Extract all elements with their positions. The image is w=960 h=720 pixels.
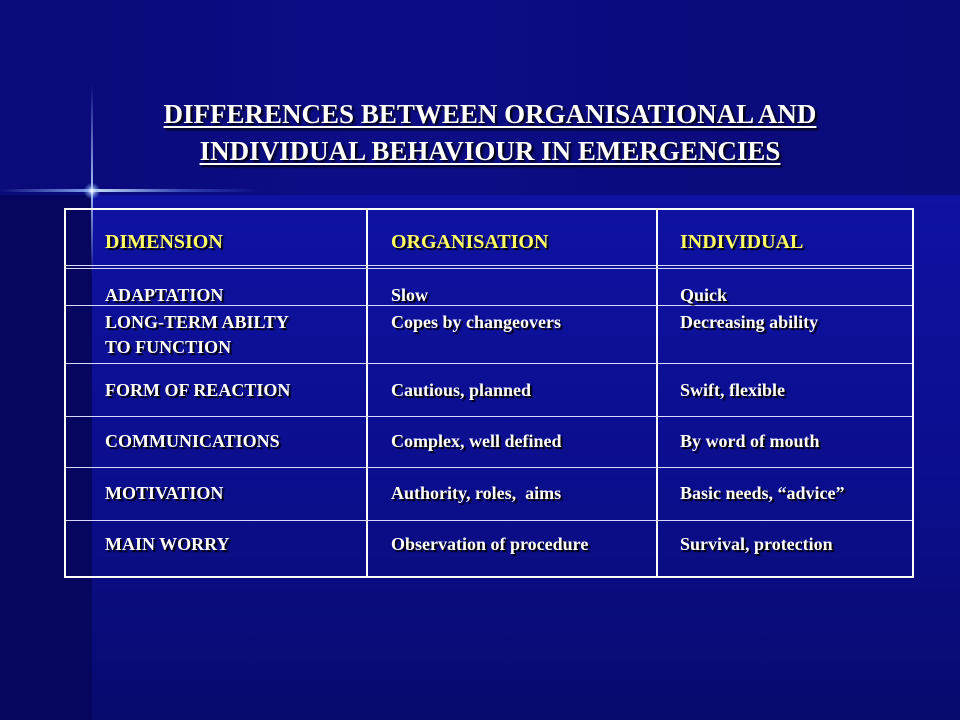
- table-cell: MAIN WORRY: [105, 534, 230, 554]
- table-cell: Cautious, planned: [391, 380, 532, 400]
- table-cell: MOTIVATION: [105, 483, 224, 503]
- light-flare-center: [84, 183, 100, 199]
- table-cell: COMMUNICATIONS: [105, 431, 280, 451]
- header-individual: INDIVIDUAL: [680, 231, 804, 253]
- table-cell: Swift, flexible: [680, 380, 785, 400]
- row-divider: [66, 268, 912, 269]
- table-cell: By word of mouth: [680, 431, 820, 451]
- comparison-table: [64, 208, 914, 578]
- title-line-1: DIFFERENCES BETWEEN ORGANISATIONAL AND: [163, 99, 817, 129]
- table-cell: Basic needs, “advice”: [680, 483, 845, 503]
- table-cell: TO FUNCTION: [105, 337, 232, 357]
- table-cell: Decreasing ability: [680, 312, 819, 332]
- header-organisation: ORGANISATION: [391, 231, 549, 253]
- row-divider: [66, 363, 912, 364]
- table-cell: FORM OF REACTION: [105, 380, 291, 400]
- table-cell: Copes by changeovers: [391, 312, 561, 332]
- row-divider: [66, 520, 912, 521]
- row-divider: [66, 265, 912, 266]
- title-line-2: INDIVIDUAL BEHAVIOUR IN EMERGENCIES: [199, 136, 781, 166]
- table-cell: Complex, well defined: [391, 431, 562, 451]
- light-flare-horizontal: [0, 189, 260, 192]
- table-cell: Survival, protection: [680, 534, 833, 554]
- row-divider: [66, 467, 912, 468]
- header-dimension: DIMENSION: [105, 231, 223, 253]
- table-cell: Quick: [680, 285, 728, 305]
- row-divider: [66, 416, 912, 417]
- table-cell: Authority, roles, aims: [391, 483, 562, 503]
- table-cell: Observation of procedure: [391, 534, 589, 554]
- table-cell: ADAPTATION: [105, 285, 224, 305]
- table-cell: Slow: [391, 285, 429, 305]
- slide-title: [60, 96, 920, 170]
- table-cell: LONG-TERM ABILTY: [105, 312, 289, 332]
